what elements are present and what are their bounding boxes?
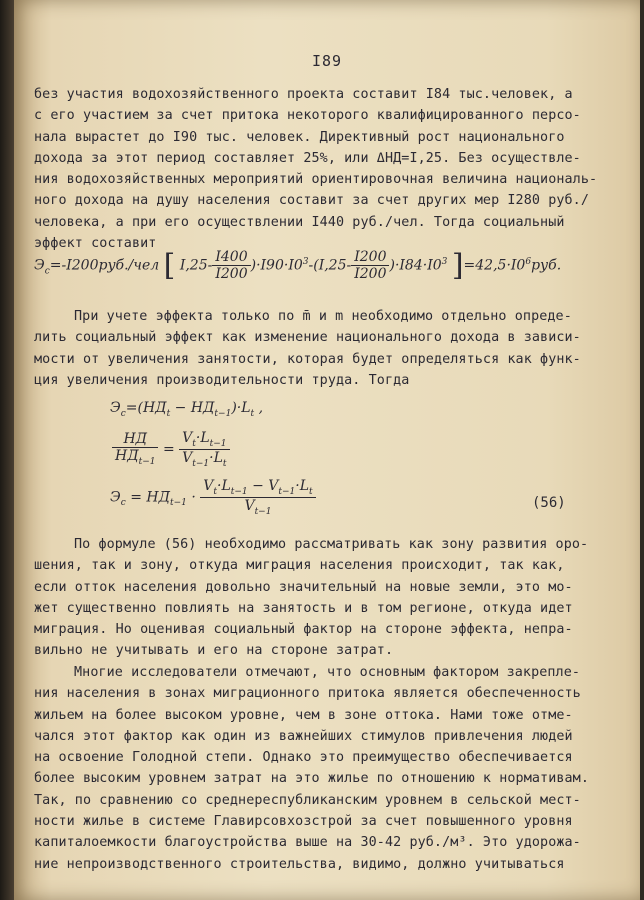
text-line: мости от увеличения занятости, которая будет определяться как функ-	[34, 351, 581, 367]
formula-text: − V	[247, 478, 279, 494]
formula-text: = НД̄	[125, 489, 170, 506]
text-line: чался этот фактор как один из важнейших стимулов привлечения людей	[34, 728, 573, 744]
formula-text: I,25-	[179, 257, 213, 274]
text-line: По формуле (56) необходимо рассматривать как зону развития оро-	[74, 537, 589, 552]
text-line: При учете эффекта только по m̄ и m необходимо отдельно опреде-	[74, 309, 572, 324]
formula-subscript: t	[213, 486, 217, 497]
fraction	[212, 249, 250, 282]
fraction-productivity	[179, 430, 229, 469]
fraction	[351, 249, 389, 282]
text-line: дохода за этот период составляет 25%, или ΔНД=I,25. Без осуществле-	[34, 150, 581, 166]
equation-number: (56)	[532, 495, 566, 511]
text-line: Так, по сравнению со среднереспубликанским уровнем в сельской мест-	[34, 792, 581, 808]
formula-exponent: 3	[441, 256, 448, 267]
formula-subscript: с	[120, 498, 126, 509]
formula-line-2	[112, 430, 230, 469]
formula-text: V	[203, 478, 214, 494]
text-line: ния населения в зонах миграционного притока является обеспеченность	[34, 686, 581, 702]
formula-subscript: t	[166, 408, 171, 419]
text-line: ного дохода на душу населения составит за счет других мер I280 руб./	[34, 193, 590, 209]
formula-text: )·I90·I0	[250, 257, 303, 274]
text-line: жильем на более высоком уровне, чем в зоне оттока. Нами тоже отме-	[34, 707, 573, 723]
formula-subscript: t	[309, 486, 313, 497]
paragraph-1	[34, 84, 614, 254]
formula-text: ·L	[209, 449, 223, 466]
formula-subscript: t−1	[254, 506, 272, 517]
formula-text: =-I200руб./чел	[49, 257, 160, 274]
formula-subscript: t	[250, 408, 255, 419]
formula-subscript: t−1	[230, 486, 248, 497]
formula-text: V	[244, 497, 255, 514]
equals-sign: =	[162, 441, 175, 458]
formula-text: -(I,25-	[308, 257, 352, 274]
formula-symbol: Э	[110, 400, 121, 416]
text-line: на освоение Голодной степи. Однако это преимущество обеспечивается	[34, 750, 573, 766]
formula-subscript: t−1	[214, 408, 232, 419]
text-line: лить социальный эффект как изменение национального дохода в зависи-	[34, 330, 581, 346]
formula-subscript: с	[44, 266, 50, 277]
text-line: жет существенно повлиять на занятость и в том регионе, откуда идет	[34, 600, 573, 616]
fraction-numerator	[200, 478, 315, 498]
text-line: более высоким уровнем затрат на это жилье по отношению к нормативам.	[34, 771, 590, 787]
text-line: если отток населения довольно значительный на новые земли, это мо-	[34, 579, 573, 595]
formula-symbol: Э	[34, 257, 45, 274]
formula-subscript: t−1	[138, 457, 156, 468]
formula-social-effect	[34, 248, 561, 283]
text-line: ния водохозяйственных мероприятий ориентировочная величина националь-	[34, 172, 598, 188]
right-bracket: ]	[451, 248, 464, 283]
formula-text: =(НД̄	[125, 400, 167, 416]
text-line: миграция. Но оценивая социальный фактор на стороне эффекта, непра-	[34, 622, 573, 638]
fraction-numerator	[179, 430, 229, 450]
formula-text: ·L	[195, 430, 210, 446]
formula-result: =42,5·I0	[463, 257, 526, 274]
text-line: вильно не учитывать и его на стороне затрат.	[34, 643, 394, 659]
multiply-dot: ·	[191, 489, 196, 506]
paragraph-3	[34, 534, 614, 662]
formula-symbol: Э	[110, 489, 121, 506]
fraction-numerator: I400	[212, 249, 250, 266]
formula-exponent: 3	[302, 256, 309, 267]
formula-subscript: с	[120, 408, 126, 419]
left-bracket: [	[163, 248, 176, 283]
text-line: с его участием за счет притока некоторого квалифицированного персо-	[34, 108, 581, 124]
fraction-denominator: I200	[215, 266, 248, 282]
book-page	[14, 0, 640, 900]
formula-text: V	[182, 449, 193, 466]
text-line: ности жилье в системе Главирсовхозстрой за счет повышенного уровня	[34, 814, 573, 830]
text-line: шения, так и зону, откуда миграция населения происходит, так как,	[34, 558, 565, 574]
formula-subscript: t	[222, 458, 227, 469]
formula-line-3	[110, 478, 316, 517]
fraction-numerator: I200	[351, 249, 389, 266]
text-line: капиталоемкости благоустройства выше на 30-42 руб./м³. Это удорожа-	[34, 835, 581, 851]
page-number: I89	[311, 52, 343, 70]
formula-text: ,	[254, 400, 264, 416]
formula-text: )·L	[231, 400, 251, 416]
formula-subscript: t−1	[192, 458, 210, 469]
book-spine-shadow	[0, 0, 14, 900]
formula-subscript: t−1	[170, 498, 187, 509]
fraction-denominator	[200, 498, 315, 517]
formula-exponent: 6	[525, 256, 532, 267]
formula-subscript: t	[192, 438, 196, 449]
text-line: ние непроизводственного строительства, видимо, должно учитываться	[34, 856, 565, 872]
paragraph-4	[34, 662, 614, 875]
fraction-denominator	[112, 448, 158, 467]
text-line: эффект составит	[34, 236, 157, 252]
formula-subscript: t−1	[209, 438, 227, 449]
fraction-denominator: I200	[354, 266, 387, 282]
text-line: без участия водохозяйственного проекта составит I84 тыс.человек, а	[34, 87, 573, 102]
paragraph-2	[34, 306, 614, 391]
formula-text: )·I84·I0	[389, 257, 442, 274]
fraction-denominator	[179, 450, 229, 469]
text-line: ция увеличения производительности труда. Тогда	[34, 372, 410, 388]
formula-text: − НД	[170, 400, 215, 416]
text-line: нала вырастет до I90 тыс. человек. Директивный рост национального	[34, 129, 565, 145]
formula-text: ·L	[295, 478, 310, 494]
text-line: человека, а при его осуществлении I440 руб./чел. Тогда социальный	[34, 214, 565, 230]
formula-text: НД̄	[115, 448, 139, 465]
text-line: Многие исследователи отмечают, что основным фактором закрепле-	[74, 665, 581, 680]
formula-unit: руб.	[531, 257, 562, 274]
fraction-income	[112, 431, 158, 467]
formula-subscript: t−1	[278, 486, 296, 497]
formula-line-1	[110, 400, 263, 419]
formula-text: V	[182, 430, 193, 446]
fraction-numerator: НД̄	[112, 431, 158, 448]
fraction-effect	[200, 478, 315, 517]
formula-text: ·L	[217, 478, 231, 494]
